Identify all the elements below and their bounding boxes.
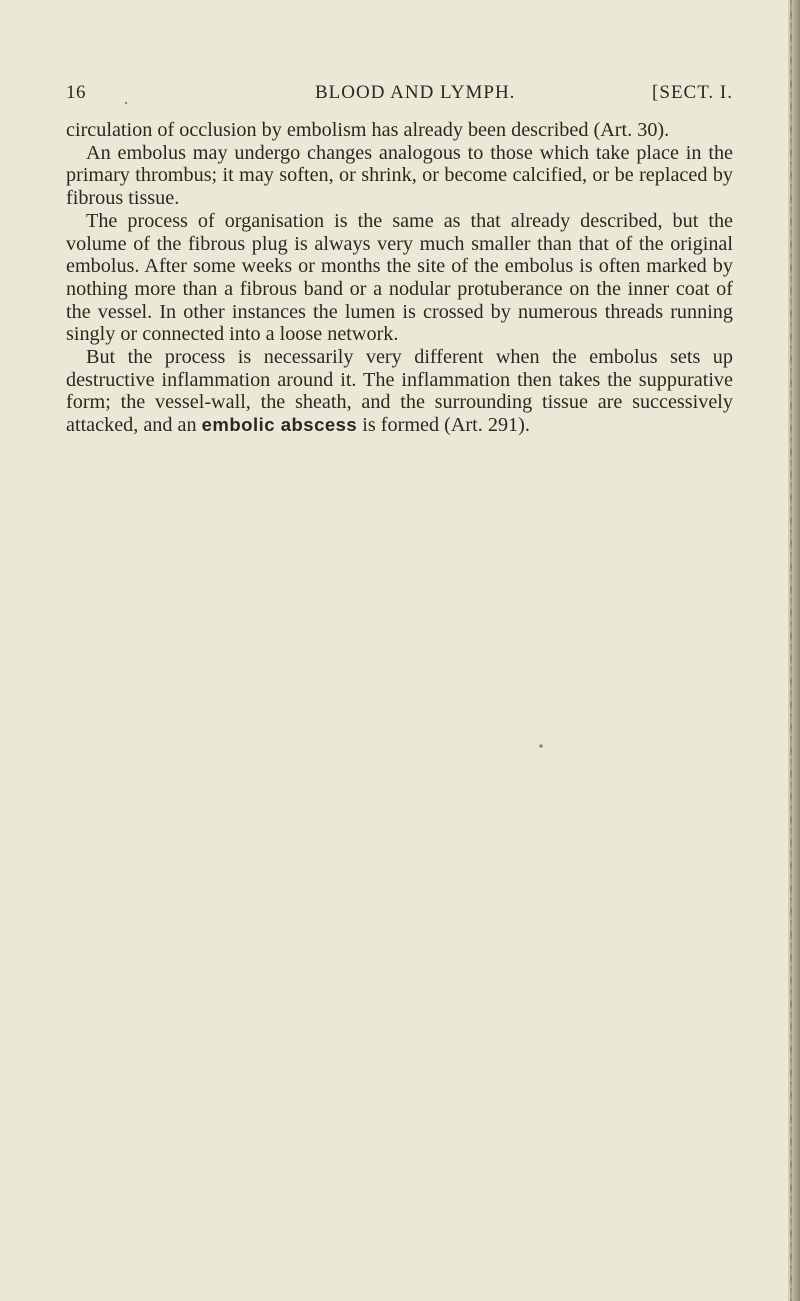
- running-head: [66, 82, 733, 110]
- bold-term-embolic-abscess: embolic abscess: [201, 414, 358, 436]
- paragraph-continuation: circulation of occlusion by embolism has already been described (Art. 30).: [66, 119, 670, 141]
- paragraph-text-before: But the process is necessarily very different when the embolus sets up destructive inflammation around it. The inflammation then takes the suppurative form; the vessel-wall, the sheath, and the surrounding tissue are successively attacked, and an: [66, 346, 733, 437]
- page-number: 16: [66, 82, 86, 103]
- paragraph-organisation: The process of organisation is the same as that already described, but the volume of the fibrous plug is always very much smaller than that of the original embolus. After some weeks or months the site of the embolus is often marked by nothing more than a fibrous band or a nodular protuberance on the inner coat of the vessel. In other instances the lumen is crossed by numerous threads running singly or connected into a loose network.: [66, 209, 733, 346]
- page-edge: [788, 0, 800, 1301]
- paragraph-text-after: is formed (Art. 291).: [357, 414, 530, 437]
- section-reference: [SECT. I.: [652, 82, 733, 103]
- speck: [539, 744, 542, 747]
- running-title: BLOOD AND LYMPH.: [315, 82, 516, 103]
- paragraph-embolus-changes: An embolus may undergo changes analogous to those which take place in the primary thrombus; it may soften, or shrink, or become calcified, or be replaced by fibrous tissue.: [66, 141, 733, 210]
- body-text: [66, 119, 733, 437]
- paragraph-embolic-abscess: [66, 346, 733, 437]
